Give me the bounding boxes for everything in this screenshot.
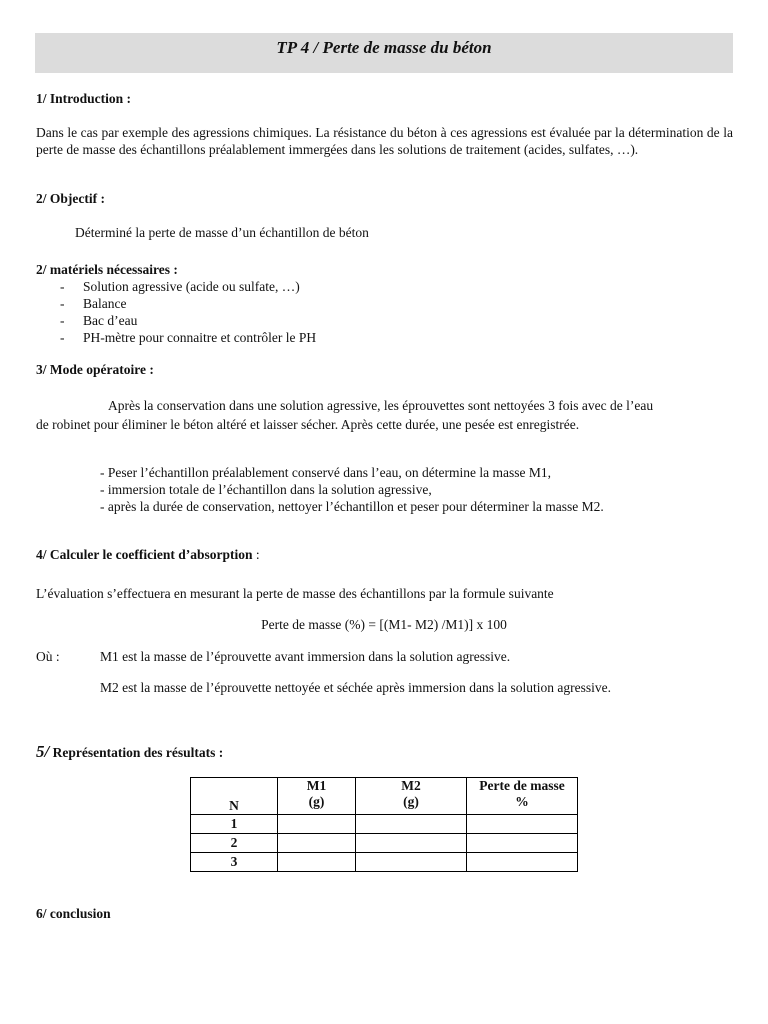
procedure-step: - après la durée de conservation, nettoyer l’échantillon et peser pour déterminer la masse M2. [100, 499, 604, 514]
page-title: TP 4 / Perte de masse du béton [276, 38, 492, 57]
table-header-row [191, 778, 578, 815]
introduction-text: Dans le cas par exemple des agressions chimiques. La résistance du béton à ces agressions est évaluée par la détermination de la perte de masse des échantillons préalablement immergées dans les solutions de traitement (acides, sulfates, …). [36, 125, 733, 157]
objectif-text: Déterminé la perte de masse d’un échantillon de béton [75, 225, 369, 240]
perte-cell[interactable] [467, 834, 578, 853]
table-row [191, 815, 578, 834]
list-item: - Solution agressive (acide ou sulfate, …) [58, 278, 316, 295]
m1-cell[interactable] [278, 853, 356, 872]
resultats-heading: 5/ Représentation des résultats : [36, 742, 224, 761]
m2-definition: M2 est la masse de l’éprouvette nettoyée et séchée après immersion dans la solution agressive. [100, 680, 611, 695]
title-banner [35, 33, 733, 73]
materiels-heading: 2/ matériels nécessaires : [36, 262, 178, 277]
calcul-heading: 4/ Calculer le coefficient d’absorption : [36, 547, 260, 562]
list-item: - Balance [58, 295, 316, 312]
header-m2: M2 (g) [356, 778, 467, 815]
m1-definition: M1 est la masse de l’éprouvette avant immersion dans la solution agressive. [100, 649, 511, 664]
list-item: - PH-mètre pour connaitre et contrôler le PH [58, 329, 316, 346]
row-number: 1 [191, 815, 278, 834]
ou-label: Où : [36, 649, 60, 664]
introduction-heading: 1/ Introduction : [36, 91, 132, 106]
list-item: - Bac d’eau [58, 312, 316, 329]
m2-cell[interactable] [356, 815, 467, 834]
mode-operatoire-line-1: Après la conservation dans une solution agressive, les éprouvettes sont nettoyées 3 fois avec de l’eau [108, 398, 654, 413]
m1-cell[interactable] [278, 815, 356, 834]
m2-cell[interactable] [356, 853, 467, 872]
objectif-heading: 2/ Objectif : [36, 191, 105, 206]
perte-cell[interactable] [467, 815, 578, 834]
table-row [191, 834, 578, 853]
m2-cell[interactable] [356, 834, 467, 853]
procedure-step: - immersion totale de l’échantillon dans la solution agressive, [100, 482, 432, 497]
mode-operatoire-heading: 3/ Mode opératoire : [36, 362, 154, 377]
mode-operatoire-line-2: de robinet pour éliminer le béton altéré et laisser sécher. Après cette durée, une pesée est enregistrée. [36, 417, 580, 432]
procedure-steps [100, 464, 604, 515]
header-m1: M1 (g) [278, 778, 356, 815]
row-number: 2 [191, 834, 278, 853]
perte-cell[interactable] [467, 853, 578, 872]
evaluation-text: L’évaluation s’effectuera en mesurant la perte de masse des échantillons par la formule suivante [36, 586, 554, 601]
formula: Perte de masse (%) = [(M1- M2) /M1)] x 100 [261, 617, 507, 632]
procedure-step: - Peser l’échantillon préalablement conservé dans l’eau, on détermine la masse M1, [100, 465, 551, 480]
conclusion-heading: 6/ conclusion [36, 906, 111, 921]
row-number: 3 [191, 853, 278, 872]
header-n: N [191, 778, 278, 815]
header-perte: Perte de masse % [467, 778, 578, 815]
results-table [190, 777, 578, 872]
table-row [191, 853, 578, 872]
m1-cell[interactable] [278, 834, 356, 853]
materiels-list [58, 278, 316, 346]
